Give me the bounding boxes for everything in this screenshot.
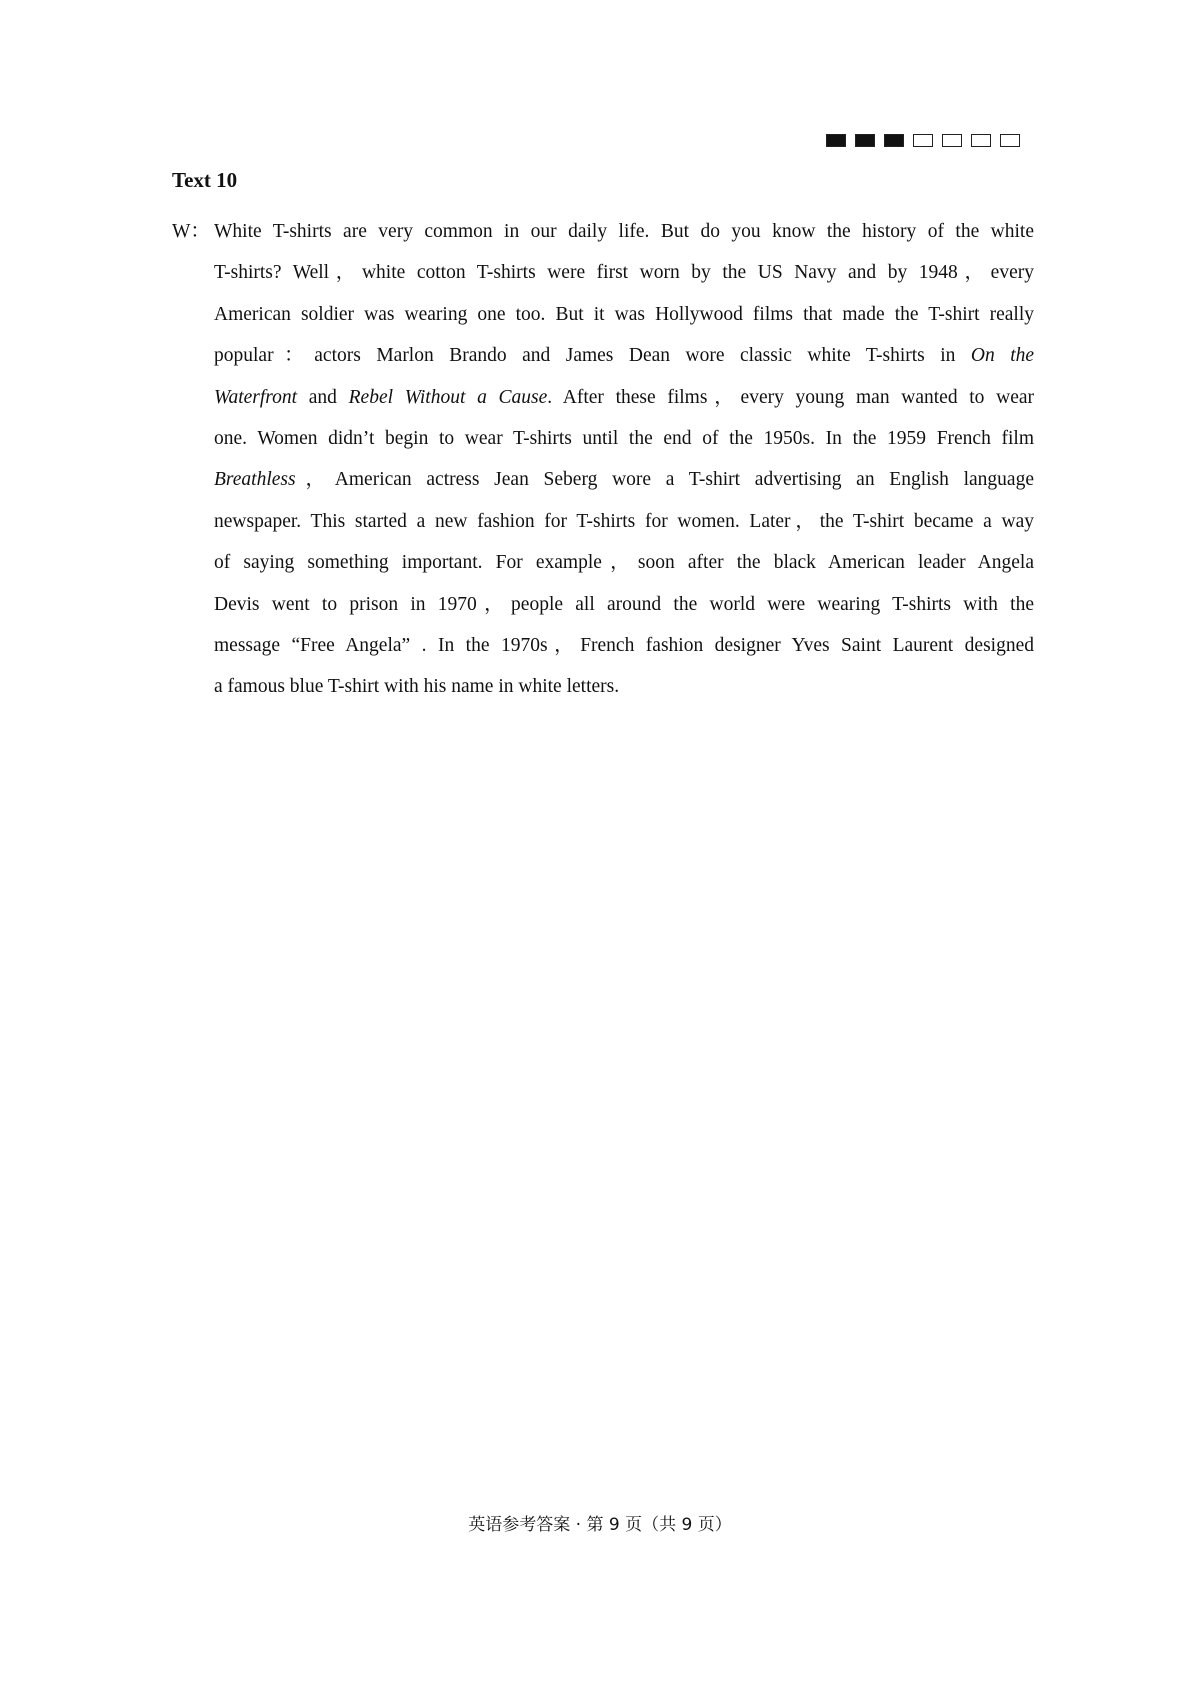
filled-square-marker bbox=[884, 134, 904, 147]
passage-line bbox=[214, 542, 1034, 583]
empty-square-marker bbox=[942, 134, 962, 147]
progress-markers bbox=[826, 134, 1035, 149]
passage-line bbox=[214, 211, 1034, 252]
passage-line bbox=[214, 625, 1034, 666]
passage-text: T-shirts? Well，white cotton T-shirts were first worn by the US Navy and by 1948，every bbox=[214, 262, 1034, 284]
filled-square-marker bbox=[855, 134, 875, 147]
passage-text: ，American actress Jean Seberg wore a T-shirt advertising an English language bbox=[295, 469, 1034, 491]
film-title: Waterfront bbox=[214, 386, 298, 408]
passage-text: of saying something important. For example，soon after the black American leader Angela bbox=[214, 552, 1034, 574]
passage-line bbox=[214, 501, 1034, 542]
filled-square-marker bbox=[826, 134, 846, 147]
passage-text: a famous blue T-shirt with his name in white letters. bbox=[214, 676, 620, 698]
passage-text: message “Free Angela” . In the 1970s，French fashion designer Yves Saint Laurent designed bbox=[214, 634, 1034, 656]
speaker-label: W： bbox=[172, 221, 210, 242]
passage-line bbox=[214, 666, 1034, 707]
passage-text: Devis went to prison in 1970，people all around the world were wearing T-shirts with the bbox=[214, 593, 1034, 615]
passage-line bbox=[214, 252, 1034, 293]
passage-text: . After these films，every young man wanted to wear bbox=[547, 386, 1035, 408]
passage-line bbox=[214, 294, 1034, 335]
passage-text: popular：actors Marlon Brando and James Dean wore classic white T-shirts in bbox=[214, 345, 971, 367]
section-title: Text 10 bbox=[172, 168, 238, 192]
empty-square-marker bbox=[1000, 134, 1020, 147]
passage-line bbox=[214, 459, 1034, 500]
film-title: Breathless bbox=[214, 469, 296, 491]
film-title: Rebel Without a Cause bbox=[348, 386, 548, 408]
passage-text: and bbox=[297, 386, 349, 408]
page-footer: 英语参考答案 · 第 9 页（共 9 页） bbox=[468, 1515, 732, 1535]
empty-square-marker bbox=[913, 134, 933, 147]
film-title: On the bbox=[970, 345, 1035, 367]
passage-text: one. Women didn’t begin to wear T-shirts until the end of the 1950s. In the 1959 French film bbox=[214, 427, 1034, 449]
passage-line bbox=[214, 418, 1034, 459]
empty-square-marker bbox=[971, 134, 991, 147]
passage-text: American soldier was wearing one too. But it was Hollywood films that made the T-shirt really bbox=[214, 303, 1034, 325]
passage-text: newspaper. This started a new fashion for T-shirts for women. Later，the T-shirt became a way bbox=[214, 510, 1034, 532]
passage-line bbox=[214, 335, 1034, 376]
passage-line bbox=[214, 377, 1034, 418]
passage-body bbox=[214, 211, 1034, 708]
passage-line bbox=[214, 584, 1034, 625]
passage-text: White T-shirts are very common in our daily life. But do you know the history of the white bbox=[214, 221, 1034, 242]
